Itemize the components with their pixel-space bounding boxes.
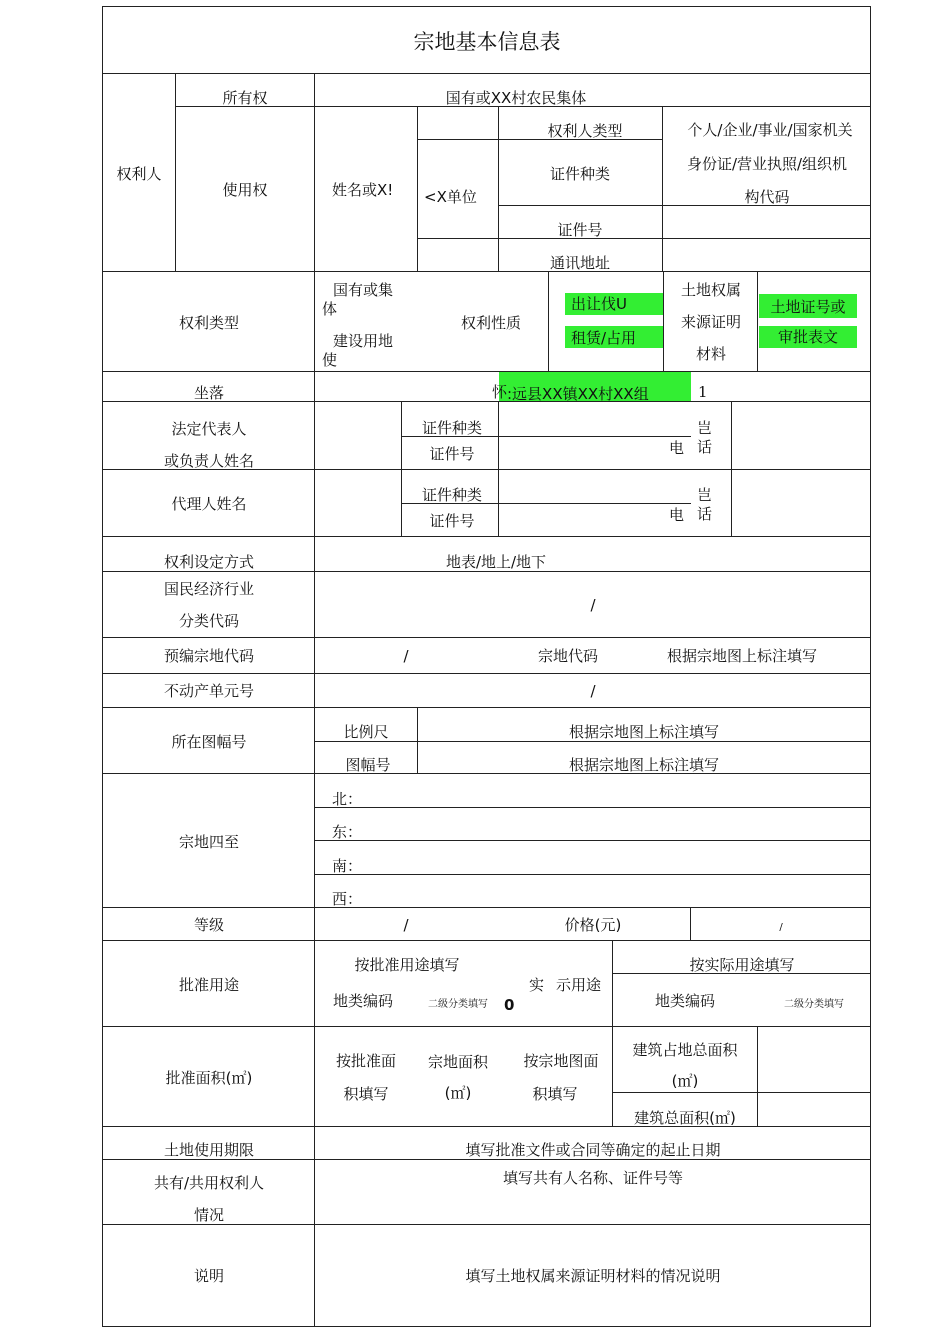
- cell-line: [498, 106, 499, 272]
- source-value-line2: 审批表文: [777, 328, 839, 346]
- cert-no-label: 证件号: [557, 221, 603, 239]
- approved-code-note: 二级分类填写: [428, 999, 488, 1010]
- rights-holder-label: 权利人: [116, 165, 162, 183]
- approved-area-fill-line1: 按批准面: [335, 1052, 397, 1070]
- approved-code-label: 地类编码: [332, 992, 394, 1010]
- pre-code-label: 预编宗地代码: [163, 647, 255, 665]
- notes-label: 说明: [193, 1267, 225, 1285]
- parcel-area-fill-line1: 按宗地图面: [523, 1052, 599, 1070]
- location-suffix: 1: [698, 383, 708, 401]
- address-label: 通讯地址: [549, 254, 611, 272]
- cert-type-value-line1: 身份证/营业执照/组织机: [686, 155, 848, 173]
- cell-line: [498, 401, 499, 537]
- realty-unit-label: 不动产单元号: [163, 682, 255, 700]
- approved-use-note: 按批准用途填写: [354, 956, 460, 974]
- cell-line: [612, 940, 613, 1127]
- right-type-value-line4: 使: [322, 351, 338, 369]
- row-line: [102, 940, 871, 941]
- label-column-line: [314, 73, 315, 1327]
- cell-line: [401, 401, 402, 537]
- cell-line: [417, 238, 871, 239]
- cell-line: [690, 907, 691, 941]
- holder-type-value: 个人/企业/事业/国家机关: [687, 121, 853, 139]
- legal-rep-label-line2: 或负责人姓名: [163, 452, 255, 470]
- row-line: [102, 536, 871, 537]
- industry-code-label-line2: 分类代码: [178, 612, 240, 630]
- cell-line: [314, 807, 871, 808]
- source-label-line2: 来源证明: [680, 313, 742, 331]
- price-label: 价格(元): [564, 916, 622, 934]
- agent-cert-type-label: 证件种类: [421, 486, 483, 504]
- right-setting-value: 地表/地上/地下: [445, 553, 547, 571]
- realty-unit-value: /: [590, 682, 596, 700]
- cell-line: [417, 139, 663, 140]
- agent-phone-a: 岂: [697, 486, 713, 504]
- right-type-value-line1: 国有或集: [333, 281, 394, 299]
- location-prefix: 怀: [492, 383, 508, 401]
- total-area-label: 建筑总面积(㎡): [634, 1109, 736, 1127]
- right-type-value-line2: 体: [322, 300, 338, 318]
- term-label: 土地使用期限: [163, 1141, 255, 1159]
- sheet-label: 图幅号: [345, 756, 391, 774]
- grade-label: 等级: [193, 916, 225, 934]
- right-nature-label: 权利性质: [460, 314, 522, 332]
- actual-code-note: 二级分类填写: [784, 999, 844, 1010]
- parcel-code-value: 根据宗地图上标注填写: [666, 647, 818, 665]
- holder-type-label: 权利人类型: [547, 122, 623, 140]
- location-value: :远县XX镇XX村XX组: [507, 385, 649, 403]
- source-label-line3: 材料: [695, 345, 727, 363]
- industry-code-label-line1: 国民经济行业: [163, 580, 255, 598]
- approved-use-label: 批准用途: [178, 976, 240, 994]
- row-line: [102, 1126, 871, 1127]
- legal-rep-cert-no-label: 证件号: [429, 445, 475, 463]
- agent-label: 代理人姓名: [171, 495, 247, 513]
- parcel-code-label: 宗地代码: [537, 647, 599, 665]
- notes-value: 填写土地权属来源证明材料的情况说明: [465, 1267, 721, 1285]
- nature-option2: 租赁/占用: [571, 329, 637, 347]
- scale-value: 根据宗地图上标注填写: [568, 723, 720, 741]
- agent-phone-c: 电: [669, 506, 685, 524]
- industry-code-value: /: [590, 596, 596, 614]
- row-line: [102, 73, 871, 74]
- scale-label: 比例尺: [343, 723, 389, 741]
- source-label-line1: 土地权属: [680, 281, 742, 299]
- term-value: 填写批准文件或合同等确定的起止日期: [465, 1141, 721, 1159]
- page-title: 宗地基本信息表: [413, 30, 561, 54]
- footprint-area-line1: 建筑占地总面积: [632, 1041, 738, 1059]
- cell-line: [417, 106, 418, 272]
- right-type-value-line3: 建设用地: [333, 332, 394, 350]
- parcel-area-line1: 宗地面积: [427, 1053, 489, 1071]
- right-setting-label: 权利设定方式: [163, 553, 255, 571]
- row-line: [102, 707, 871, 708]
- border-left: [102, 6, 103, 1327]
- boundary-south: 南：: [332, 857, 363, 875]
- cell-line: [731, 401, 732, 537]
- parcel-area-fill-line2: 积填写: [532, 1085, 578, 1103]
- row-line: [102, 907, 871, 908]
- row-line: [102, 271, 871, 272]
- actual-use-note: 按实际用途填写: [689, 956, 795, 974]
- boundary-west: 西：: [332, 890, 363, 908]
- legal-rep-label-line1: 法定代表人: [171, 420, 247, 438]
- legal-rep-cert-type-label: 证件种类: [421, 419, 483, 437]
- location-label: 坐落: [193, 384, 225, 402]
- name-label: 姓名或X!: [332, 181, 394, 199]
- parcel-area-line2: (㎡): [444, 1084, 472, 1102]
- footprint-area-line2: (㎡): [671, 1072, 699, 1090]
- nature-option1: 出让伐U: [571, 295, 627, 313]
- actual-use-label-a: 实: [529, 976, 545, 994]
- zero-mark: 0: [504, 996, 515, 1014]
- use-right-label: 使用权: [222, 181, 268, 199]
- boundary-east: 东：: [332, 823, 363, 841]
- grade-value: /: [403, 916, 409, 934]
- approved-area-label: 批准面积(㎡): [165, 1069, 253, 1087]
- cert-type-value-line2: 构代码: [744, 188, 790, 206]
- cell-line: [757, 1026, 758, 1127]
- right-type-label: 权利类型: [178, 314, 240, 332]
- source-value-line1: 土地证号或: [770, 298, 846, 316]
- co-holders-label-line2: 情况: [193, 1206, 225, 1224]
- border-bottom: [102, 1326, 871, 1327]
- agent-cert-no-label: 证件号: [429, 512, 475, 530]
- cert-type-label: 证件种类: [549, 165, 611, 183]
- agent-phone-b: 话: [697, 505, 713, 523]
- actual-code-label: 地类编码: [654, 992, 716, 1010]
- approved-area-fill-line2: 积填写: [343, 1085, 389, 1103]
- cell-line: [498, 205, 871, 206]
- row-line: [102, 371, 871, 372]
- boundary-north: 北：: [332, 790, 363, 808]
- actual-use-label-b: 示用途: [556, 976, 602, 994]
- cell-line: [663, 271, 664, 372]
- legal-rep-phone-a: 岂: [697, 419, 713, 437]
- price-value: /: [779, 922, 783, 933]
- row-line: [102, 673, 871, 674]
- row-line: [102, 773, 871, 774]
- row-line: [102, 1026, 871, 1027]
- boundaries-label: 宗地四至: [178, 833, 240, 851]
- legal-rep-phone-c: 电: [669, 439, 685, 457]
- cell-line: [314, 840, 871, 841]
- cell-line: [314, 874, 871, 875]
- co-holders-value: 填写共有人名称、证件号等: [502, 1169, 684, 1187]
- row-line: [102, 637, 871, 638]
- co-holders-label-line1: 共有/共用权利人: [153, 1174, 265, 1192]
- cell-line: [757, 271, 758, 372]
- cell-line: [612, 1092, 871, 1093]
- sheet-value: 根据宗地图上标注填写: [568, 756, 720, 774]
- map-sheet-label: 所在图幅号: [171, 733, 247, 751]
- cell-line: [175, 73, 176, 272]
- unit-label: <X单位: [424, 188, 477, 206]
- ownership-label: 所有权: [222, 89, 268, 107]
- border-top: [102, 6, 871, 7]
- pre-code-value: /: [403, 647, 409, 665]
- cell-line: [548, 271, 549, 372]
- legal-rep-phone-b: 话: [697, 438, 713, 456]
- ownership-value: 国有或XX村农民集体: [445, 89, 587, 107]
- cell-line: [662, 106, 663, 272]
